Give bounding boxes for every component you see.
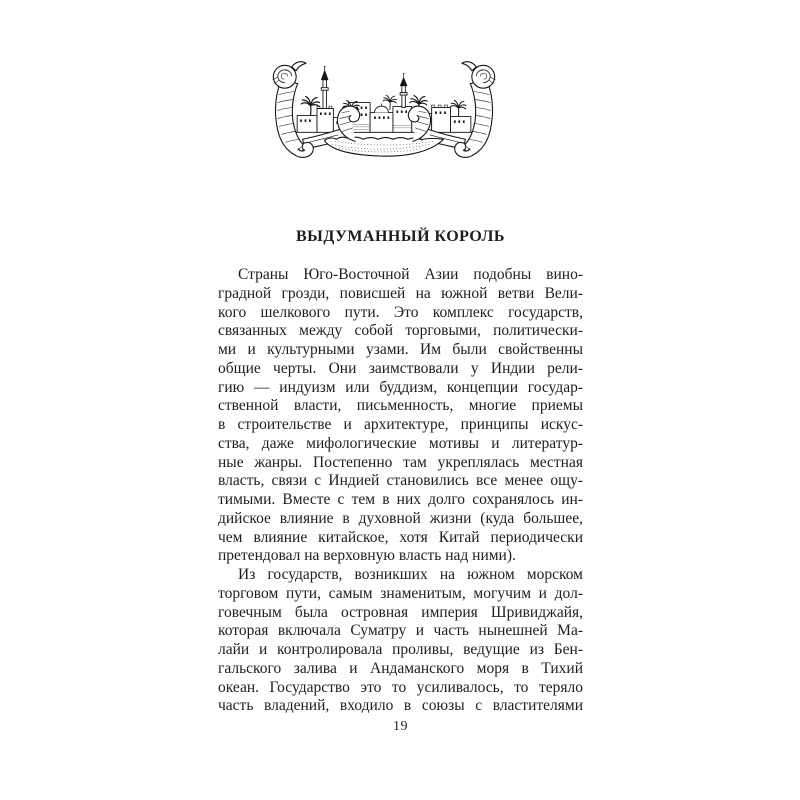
body-text xyxy=(218,266,583,716)
text-line: ственной власти, письменность, многие приемы xyxy=(218,397,583,415)
text-line: Страны Юго-Восточной Азии подобны вино- xyxy=(238,266,583,283)
page-number: 19 xyxy=(393,719,408,734)
text-line: ми и культурными узами. Им были свойственны xyxy=(218,341,583,358)
text-line: гальского залива и Андаманского моря в Тихий xyxy=(218,659,583,677)
text-line: океан. Государство это то усиливалось, то теряло xyxy=(218,678,583,696)
text-line: которая включала Суматру и часть нынешней Ма- xyxy=(218,622,583,640)
text-line: ные жанры. Постепенно там укреплялась местная xyxy=(218,453,583,471)
text-line: тимыми. Вместе с тем в них долго сохранялось ин- xyxy=(218,491,583,508)
text-line: торговом пути, самым знаменитым, могучим и дол- xyxy=(218,584,583,602)
text-line: часть владений, входило в союзы с властителями xyxy=(218,697,583,715)
chapter-title: ВЫДУМАННЫЙ КОРОЛЬ xyxy=(295,228,505,245)
text-line: власть, связи с Индией становились все менее ощу- xyxy=(218,472,583,490)
text-line: чем влияние китайское, хотя Китай периодически xyxy=(218,528,583,546)
text-line: Из государств, возникших на южном морском xyxy=(238,566,583,583)
text-line: общие черты. Они заимствовали у Индии рели- xyxy=(218,359,583,377)
text-line: кого шелкового пути. Это комплекс государств, xyxy=(218,303,583,321)
text-line: претендовал на верховную власть над ними). xyxy=(218,547,516,565)
text-line: градной грозди, повисшей на южной ветви Вели- xyxy=(218,284,583,302)
text-line: в строительстве и архитектуре, принципы искус- xyxy=(218,416,583,433)
text-line: связанных между собой торговыми, политически- xyxy=(218,322,583,340)
city-scroll-vignette xyxy=(250,56,518,162)
text-line: дийское влияние в духовной жизни (куда большее, xyxy=(218,509,583,527)
text-line: лайи и контролировала проливы, ведущие из Бен- xyxy=(218,641,583,658)
text-line: ства, даже мифологические мотивы и литератур- xyxy=(218,434,583,452)
text-line: говечным была островная империя Шривиджайя, xyxy=(218,603,583,621)
text-line: гию — индуизм или буддизм, концепции государ- xyxy=(218,378,583,396)
